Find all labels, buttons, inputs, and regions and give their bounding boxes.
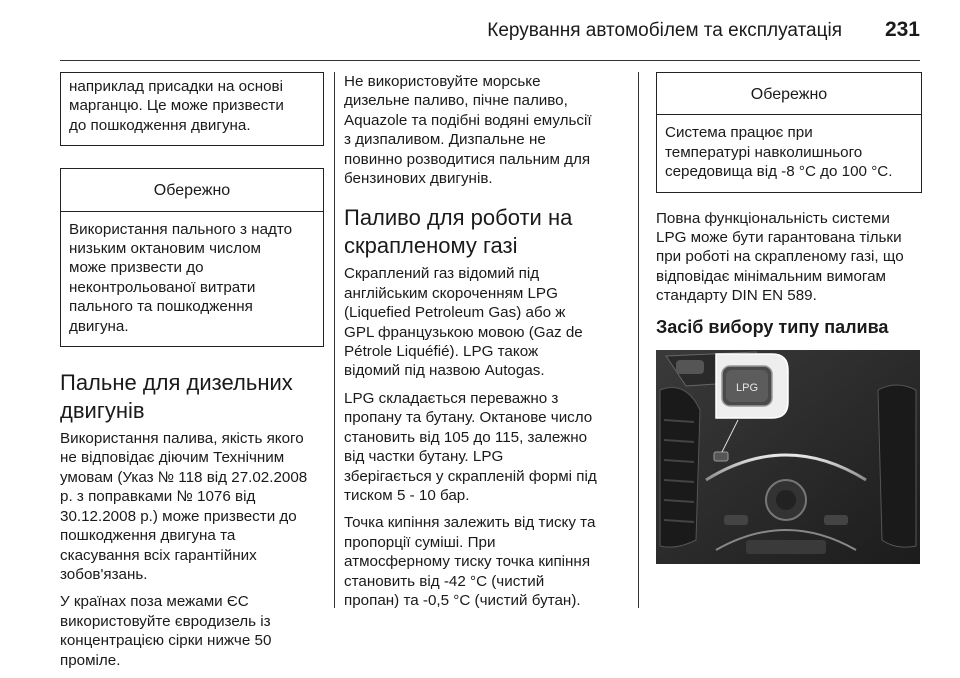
subheading-fuel-selector: Засіб вибору типу палива	[656, 316, 889, 337]
diesel-paragraph-2: У країнах поза межами ЄС використовуйте євродизель із концентрацією сірки нижче 50 проміле.	[60, 593, 272, 669]
caution-line: температурі навколишнього	[665, 143, 863, 161]
lpg-paragraph-1: Скраплений газ відомий під англійським скороченням LPG (Liquefied Petroleum Gas) або ж GPL французькою мовою (Gaz de Pétrole Liquéfié). LPG також відомий під назвою Autogas.	[344, 265, 583, 380]
caution-line: середовища від -8 °C до 100 °C.	[665, 163, 893, 181]
page-header-title: Керування автомобілем та експлуатація	[487, 20, 842, 41]
header-rule	[60, 60, 920, 61]
page-number: 231	[884, 18, 920, 41]
caution-line: неконтрольованої витрати	[69, 278, 256, 296]
caution-box-lpg	[656, 72, 922, 193]
section-heading-diesel: Пальне для дизельних двигунів	[60, 370, 293, 424]
lpg-paragraph-4: Повна функціональність системи LPG може бути гарантована тільки при роботі на скрапленому газі, що відповідає мінімальним вимогам стандарту DIN EN 589.	[656, 209, 904, 305]
column-1	[60, 72, 324, 678]
caution-heading: Обережно	[61, 169, 323, 211]
section-heading-lpg: Паливо для роботи на скрапленому газі	[344, 205, 573, 259]
column-2	[344, 72, 624, 618]
column-divider-left	[334, 72, 335, 608]
diesel-paragraph-3: Не використовуйте морське дизельне паливо, пічне паливо, Aquazole та подібні водяні емульсії з дизпаливом. Дизпальне не повинно розводитися пальним для бензинових двигунів.	[344, 73, 592, 188]
note-line: марганцю. Це може призвести	[69, 97, 284, 115]
caution-heading: Обережно	[657, 73, 921, 115]
diesel-paragraph-1: Використання палива, якість якого не відповідає діючим Технічним умовам (Указ № 118 від 27.02.2008 р. з поправками № 1076 від 30.12.2008 р.) може призвести до пошкодження двигуна та скасування всіх гарантійних зобов'язань.	[60, 430, 308, 583]
caution-box	[60, 168, 324, 347]
caution-line: двигуна.	[69, 317, 129, 335]
lpg-paragraph-3: Точка кипіння залежить від тиску та пропорції суміші. При атмосферному тиску точка кипіння становить від -42 °C (чистий пропан) та -0,5 °C (чистий бутан).	[344, 514, 596, 609]
column-3	[656, 72, 922, 564]
caution-line: пального та пошкодження	[69, 298, 253, 316]
note-line: до пошкодження двигуна.	[69, 116, 251, 134]
lpg-paragraph-2: LPG складається переважно з пропану та бутану. Октанове число становить від 105 до 115, залежно від частки бутану. LPG зберігається у скрапленій формі під тиском 5 - 10 бар.	[344, 389, 597, 504]
note-line: наприклад присадки на основі	[69, 78, 283, 95]
lpg-button-photo	[656, 350, 920, 564]
caution-line: низьким октановим числом	[69, 240, 261, 258]
caution-line: Система працює при	[665, 124, 813, 142]
continued-note-box	[60, 72, 324, 146]
column-divider-right	[638, 72, 639, 608]
lpg-button-label: LPG	[735, 381, 759, 394]
caution-line: може призвести до	[69, 259, 204, 277]
caution-line: Використання пального з надто	[69, 220, 293, 238]
